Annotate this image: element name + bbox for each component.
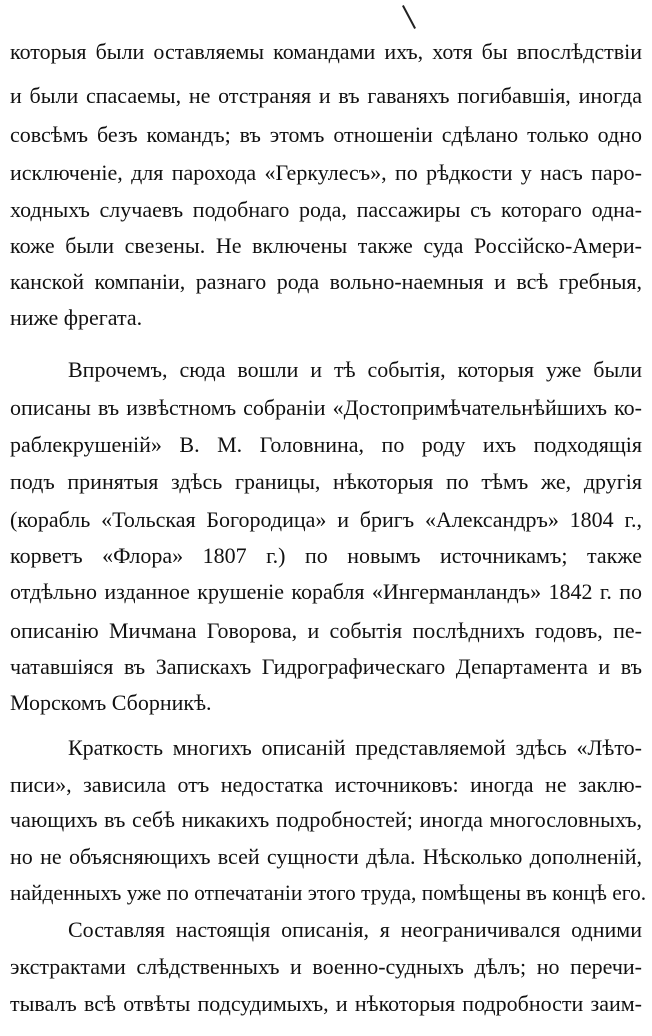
text-line-3: совсѣмъ безъ командъ; въ этомъ отношеніи сдѣлано только одно (10, 122, 642, 147)
text-line-22: но не объясняющихъ всей сущности дѣла. Нѣсколько дополненій, (10, 844, 642, 869)
ink-mark (402, 5, 416, 29)
text-line-25: экстрактами слѣдственныхъ и военно-судныхъ дѣлъ; но перечи- (10, 954, 642, 979)
text-line-13: (корабль «Тольская Богородица» и бригъ «Александръ» 1804 г., (10, 507, 642, 532)
text-line-9: Впрочемъ, сюда вошли и тѣ событія, которыя уже были (68, 357, 642, 382)
text-line-6: коже были свезены. Не включены также суда Россійско-Амери- (10, 233, 642, 258)
text-line-16: описанію Мичмана Говорова, и событія послѣднихъ годовъ, пе- (10, 618, 642, 643)
text-line-12: подъ принятыя здѣсь границы, нѣкоторыя по тѣмъ же, другія (10, 469, 642, 494)
text-line-5: ходныхъ случаевъ подобнаго рода, пассажиры съ котораго одна- (10, 197, 642, 222)
text-line-19: Краткость многихъ описаній представляемой здѣсь «Лѣто- (68, 735, 642, 760)
text-line-18: Морскомъ Сборникѣ. (10, 690, 212, 715)
text-line-17: чатавшіяся въ Запискахъ Гидрографическаго Департамента и въ (10, 654, 642, 679)
text-line-11: раблекрушеній» В. М. Головнина, по роду ихъ подходящія (10, 432, 642, 457)
text-line-10: описаны въ извѣстномъ собраніи «Достопримѣчательнѣйшихъ ко- (10, 395, 642, 420)
text-line-8: ниже фрегата. (10, 305, 143, 330)
text-line-2: и были спасаемы, не отстраняя и въ гаваняхъ погибавшія, иногда (10, 83, 642, 108)
text-line-7: канской компаніи, разнаго рода вольно-наемныя и всѣ гребныя, (10, 269, 642, 294)
text-line-1: которыя были оставляемы командами ихъ, хотя бы впослѣдствіи (10, 39, 642, 64)
text-line-14: корветъ «Флора» 1807 г.) по новымъ источникамъ; также (10, 543, 642, 568)
text-line-23: найденныхъ уже по отпечатаніи этого труда, помѣщены въ концѣ его. (10, 880, 647, 905)
text-line-15: отдѣльно изданное крушеніе корабля «Ингерманландъ» 1842 г. по (10, 579, 642, 604)
text-line-26: тывалъ всѣ отвѣты подсудимыхъ, и нѣкоторыя подробности заим- (10, 991, 642, 1016)
text-line-20: писи», зависила отъ недостатка источниковъ: иногда не заклю- (10, 772, 642, 797)
text-line-4: исключеніе, для парохода «Геркулесъ», по рѣдкости у насъ паро- (10, 160, 642, 185)
text-line-24: Составляя настоящія описанія, я неограничивался одними (68, 917, 642, 942)
text-line-21: чающихъ въ себѣ никакихъ подробностей; иногда многословныхъ, (10, 807, 642, 832)
